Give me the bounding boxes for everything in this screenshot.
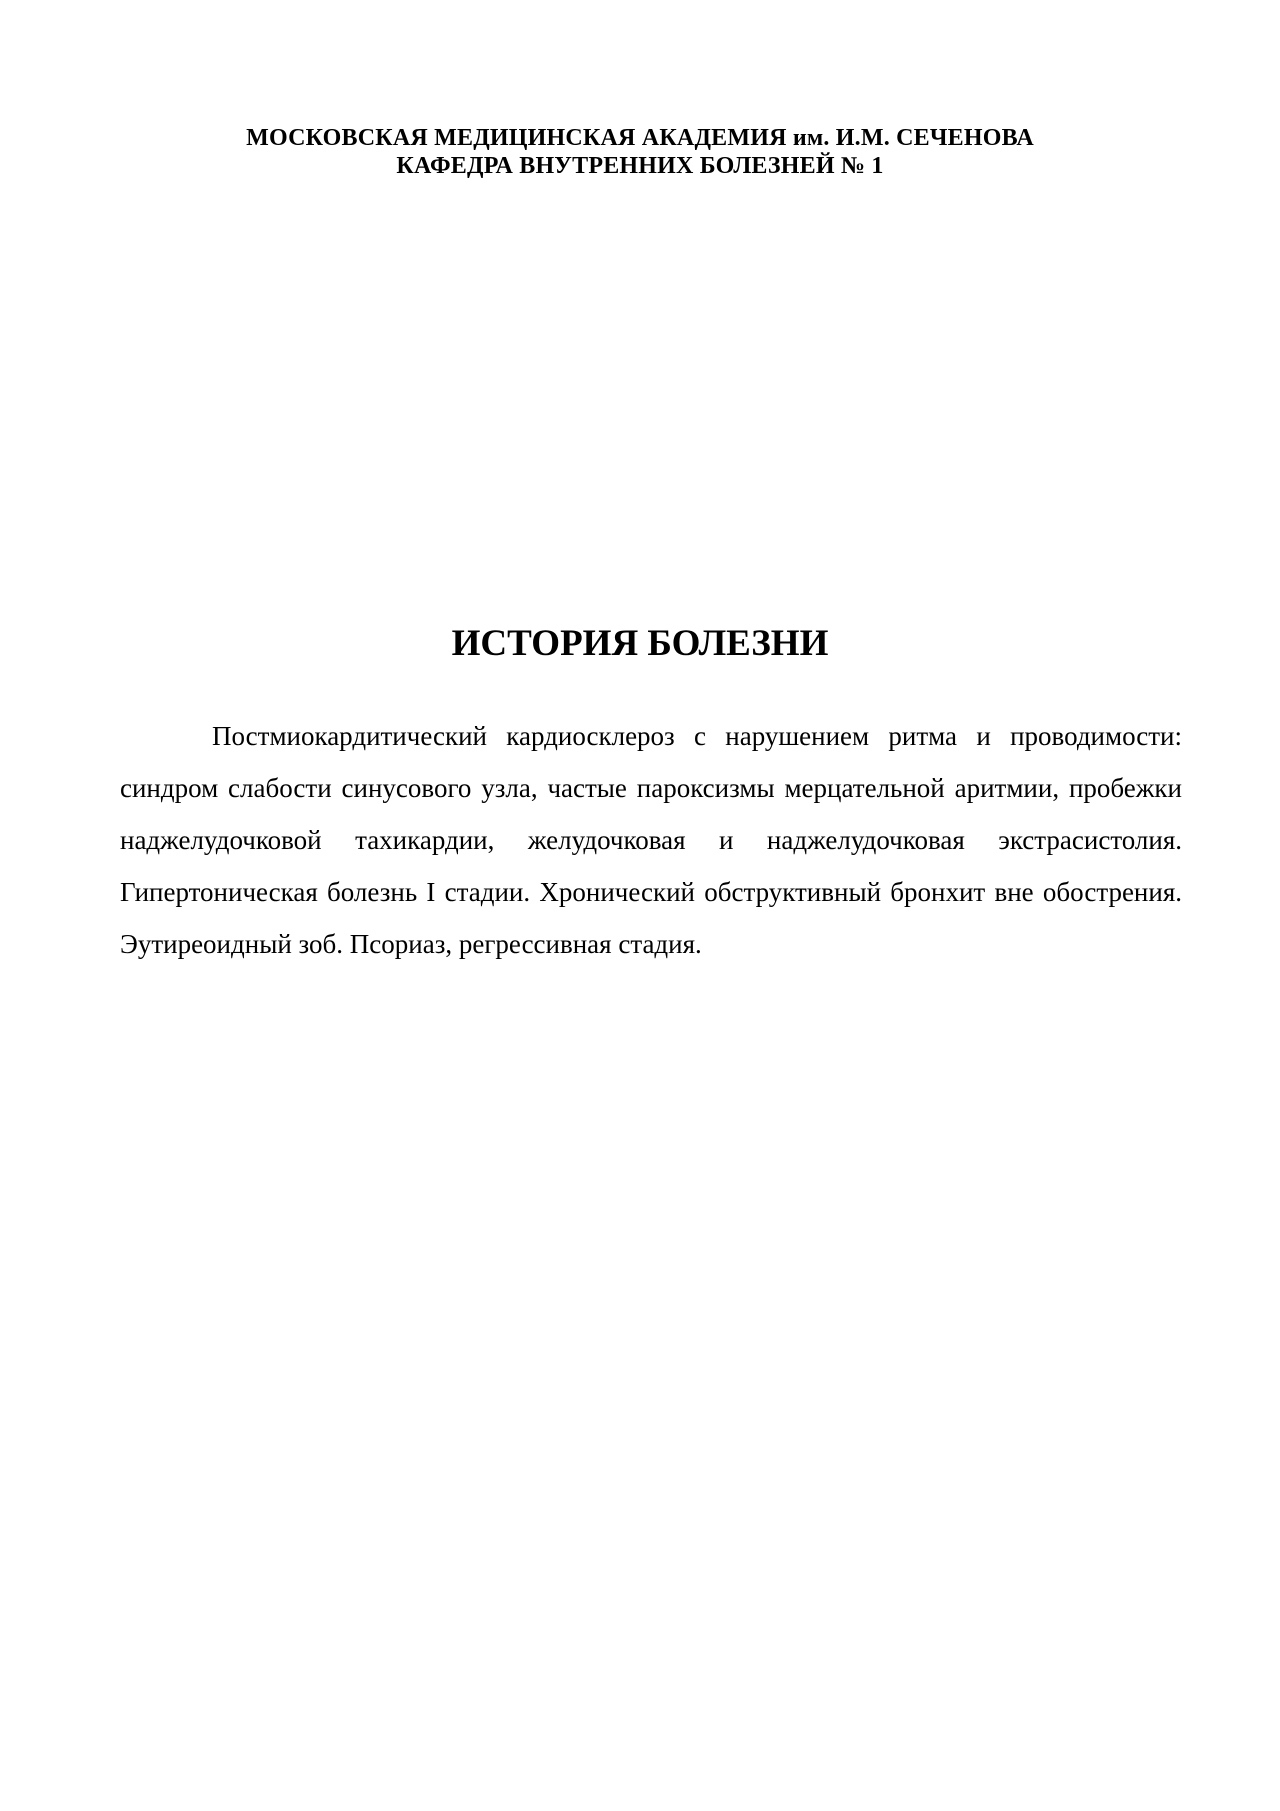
academy-name: МОСКОВСКАЯ МЕДИЦИНСКАЯ АКАДЕМИЯ им. И.М. СЕЧЕНОВА: [246, 125, 1034, 151]
institution-header: [0, 124, 1280, 180]
department-name: КАФЕДРА ВНУТРЕННИХ БОЛЕЗНЕЙ № 1: [396, 153, 884, 179]
diagnosis-paragraph: Постмиокардитический кардиосклероз с нарушением ритма и проводимости: синдром слабости синусового узла, частые пароксизмы мерцательной аритмии, пробежки наджелудочковой тахикардии, желудочковая и наджелудочковая экстрасистолия. Гипертоническая болезнь I стадии. Хронический обструктивный бронхит вне обострения. Эутиреоидный зоб. Псориаз, регрессивная стадия.: [120, 721, 1182, 959]
document-title: ИСТОРИЯ БОЛЕЗНИ: [451, 623, 829, 664]
